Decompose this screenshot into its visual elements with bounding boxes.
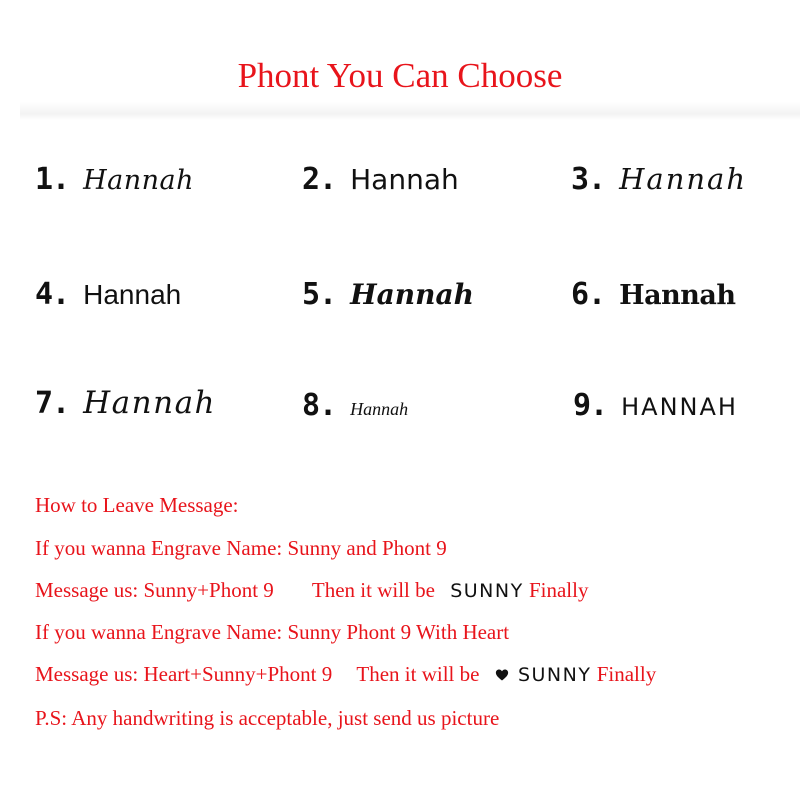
font-sample: Hannah: [350, 278, 474, 311]
font-sample: Hannah: [619, 280, 736, 311]
font-option-3: [571, 162, 747, 197]
font-option-2: [302, 162, 459, 197]
font-number: 7.: [35, 386, 70, 421]
font-option-5: [302, 277, 474, 312]
font-sample: Hannah: [350, 399, 409, 419]
finally-text: Finally: [596, 662, 657, 686]
font-number: 3.: [571, 162, 606, 197]
instruction-line-3: If you wanna Engrave Name: Sunny Phont 9 With Heart: [35, 620, 510, 644]
page-title: Phont You Can Choose: [237, 56, 563, 95]
font-number: 2.: [302, 162, 337, 197]
font-option-6: [571, 277, 736, 312]
finally-text: Finally: [528, 578, 589, 602]
result-preview: SUNNY: [450, 580, 524, 602]
font-option-1: [35, 162, 194, 197]
instruction-line-4: [35, 662, 656, 687]
instruction-line-1: If you wanna Engrave Name: Sunny and Phont 9: [35, 536, 447, 560]
font-sample: Hannah: [619, 162, 748, 196]
instruction-line-2: [35, 578, 588, 603]
font-option-4: [35, 277, 181, 312]
message-example: Message us: Sunny+Phont 9: [35, 578, 274, 602]
font-option-8: [302, 388, 408, 423]
font-number: 8.: [302, 388, 337, 423]
font-number: 5.: [302, 277, 337, 312]
font-sample: HANNAH: [621, 393, 738, 421]
heart-icon: [495, 668, 509, 682]
font-sample: Hannah: [83, 165, 195, 196]
then-text: Then it will be: [311, 578, 435, 602]
ps-note: P.S: Any handwriting is acceptable, just send us picture: [35, 706, 500, 730]
then-text: Then it will be: [356, 662, 480, 686]
font-sample: Hannah: [83, 385, 217, 421]
result-preview: SUNNY: [517, 664, 592, 686]
font-option-7: [35, 385, 216, 421]
font-option-9: [573, 388, 738, 423]
font-number: 1.: [35, 162, 70, 197]
font-number: 4.: [35, 277, 70, 312]
font-number: 6.: [571, 277, 606, 312]
message-example: Message us: Heart+Sunny+Phont 9: [35, 662, 333, 686]
font-sample: Hannah: [83, 279, 182, 310]
font-number: 9.: [573, 388, 608, 423]
font-sample: Hannah: [350, 163, 459, 196]
instructions-heading: How to Leave Message:: [35, 493, 239, 517]
